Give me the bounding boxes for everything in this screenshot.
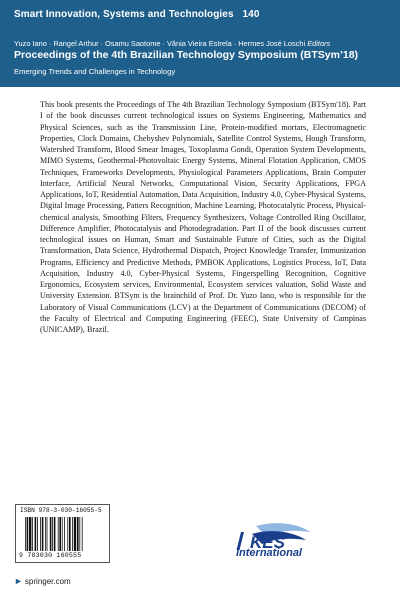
barcode-bar	[52, 517, 53, 551]
cover-header-band	[0, 0, 400, 87]
barcode-bar	[67, 517, 68, 551]
barcode-bar	[82, 517, 83, 551]
barcode-bar	[45, 517, 46, 551]
barcode-bar	[69, 517, 71, 551]
book-title: Proceedings of the 4th Brazilian Technology Symposium (BTSym’18)	[14, 49, 359, 61]
barcode-bars	[25, 517, 105, 551]
barcode-bar	[47, 517, 48, 551]
isbn-barcode	[15, 504, 110, 563]
barcode-bar	[27, 517, 29, 551]
barcode-bar	[25, 517, 26, 551]
barcode-bar	[74, 517, 76, 551]
book-description: This book presents the Proceedings of The 4th Brazilian Technology Symposium (BTSym'18). Part I of the book discusses current technological issues on Systems Engineering, Mathematics and Physical Sciences, such as the Transmission Line, Protein-modified mortars, Electromagnetic Properties, Clock Domains, Chebyshev Polynomials, Satellite Control Systems, Hough Transform, Watershed Transform, Blood Smear Images, Toxoplasma Gondi, Operation System Developments, MIMO Systems, Geothermal-Photovoltaic Energy Systems, Mineral Flotation Application, CMOS Techniques, Frameworks Developments, Physiological Parameters Applications, Brain Computer Interface, Artificial Neural Networks, Computational Vision, Security Applications, FPGA Applications, IoT, Residential Automation, Data Acquisition, Industry 4.0, Cyber-Physical Systems, Digital Image Processing, Patters Recognition, Machine Learning, Photocatalytic Process, Physical-chemical analysis, Smoothing Filters, Frequency Synthesizers, Voltage Controlled Ring Oscillator, Difference Amplifier, Photocatalysis and Photodegradation. Part II of the book discusses current technological issues on Human, Smart and Sustainable Future of Cities, such as the Digital Transformation, Data Science, Hydrothermal Dispatch, Project Knowledge Transfer, Immunization Programs, Efficiency and Predictive Methods, PMBOK Applications, Logistics Process, IoT, Data Acquisition, Industry 4.0, Cyber-Physical Systems, Fingerspelling Recognition, Cognitive Ergonomics, Ecosystem services, Environmental, Ecosystem services valuation, Solid Waste and University Extension. BTSym is the brainchild of Prof. Dr. Yuzo Iano, who is responsible for the Laboratory of Visual Communications (LCV) at the Department of Communications (DECOM) of the Faculty of Electrical and Computing Engineering (FEEC), State University of Campinas (UNICAMP), Brazil.	[40, 100, 366, 334]
logo-wordmark: International	[235, 547, 302, 559]
editor-name: Vânia Vieira Estrela	[166, 39, 232, 48]
editor-name: Hermes José Loschi	[238, 39, 306, 48]
barcode-bar	[35, 517, 37, 551]
publisher-link[interactable]	[14, 576, 71, 586]
series-volume: 140	[242, 9, 260, 20]
barcode-bar	[72, 517, 73, 551]
isbn-label: ISBN 978-3-030-16055-5	[20, 507, 102, 514]
barcode-bar	[29, 517, 31, 551]
barcode-bar	[54, 517, 56, 551]
barcode-bar	[79, 517, 80, 551]
barcode-bar	[58, 517, 59, 551]
barcode-digits: 9 783030 160555	[19, 552, 82, 559]
editor-name: Rangel Arthur	[53, 39, 99, 48]
barcode-bar	[64, 517, 65, 551]
barcode-bar	[42, 517, 44, 551]
barcode-bar	[37, 517, 38, 551]
editors-line: Yuzo Iano · Rangel Arthur · Osamu Saotome · Vânia Vieira Estrela · Hermes José Loschi Editors	[14, 39, 331, 48]
editor-name: Osamu Saotome	[105, 39, 161, 48]
barcode-bar	[62, 517, 63, 551]
barcode-bar	[40, 517, 41, 551]
kes-logo	[226, 520, 314, 572]
editor-name: Yuzo Iano	[14, 39, 47, 48]
series-line	[14, 9, 260, 20]
barcode-bar	[59, 517, 61, 551]
logo-kes-letters: KES	[250, 533, 285, 552]
book-subtitle: Emerging Trends and Challenges in Technology	[14, 67, 176, 76]
series-name: Smart Innovation, Systems and Technologies	[14, 9, 234, 20]
barcode-bar	[32, 517, 33, 551]
barcode-bar	[50, 517, 52, 551]
editors-suffix: Editors	[307, 39, 331, 48]
barcode-bar	[77, 517, 79, 551]
arrow-icon: ►	[14, 576, 23, 586]
publisher-website: springer.com	[24, 577, 71, 586]
